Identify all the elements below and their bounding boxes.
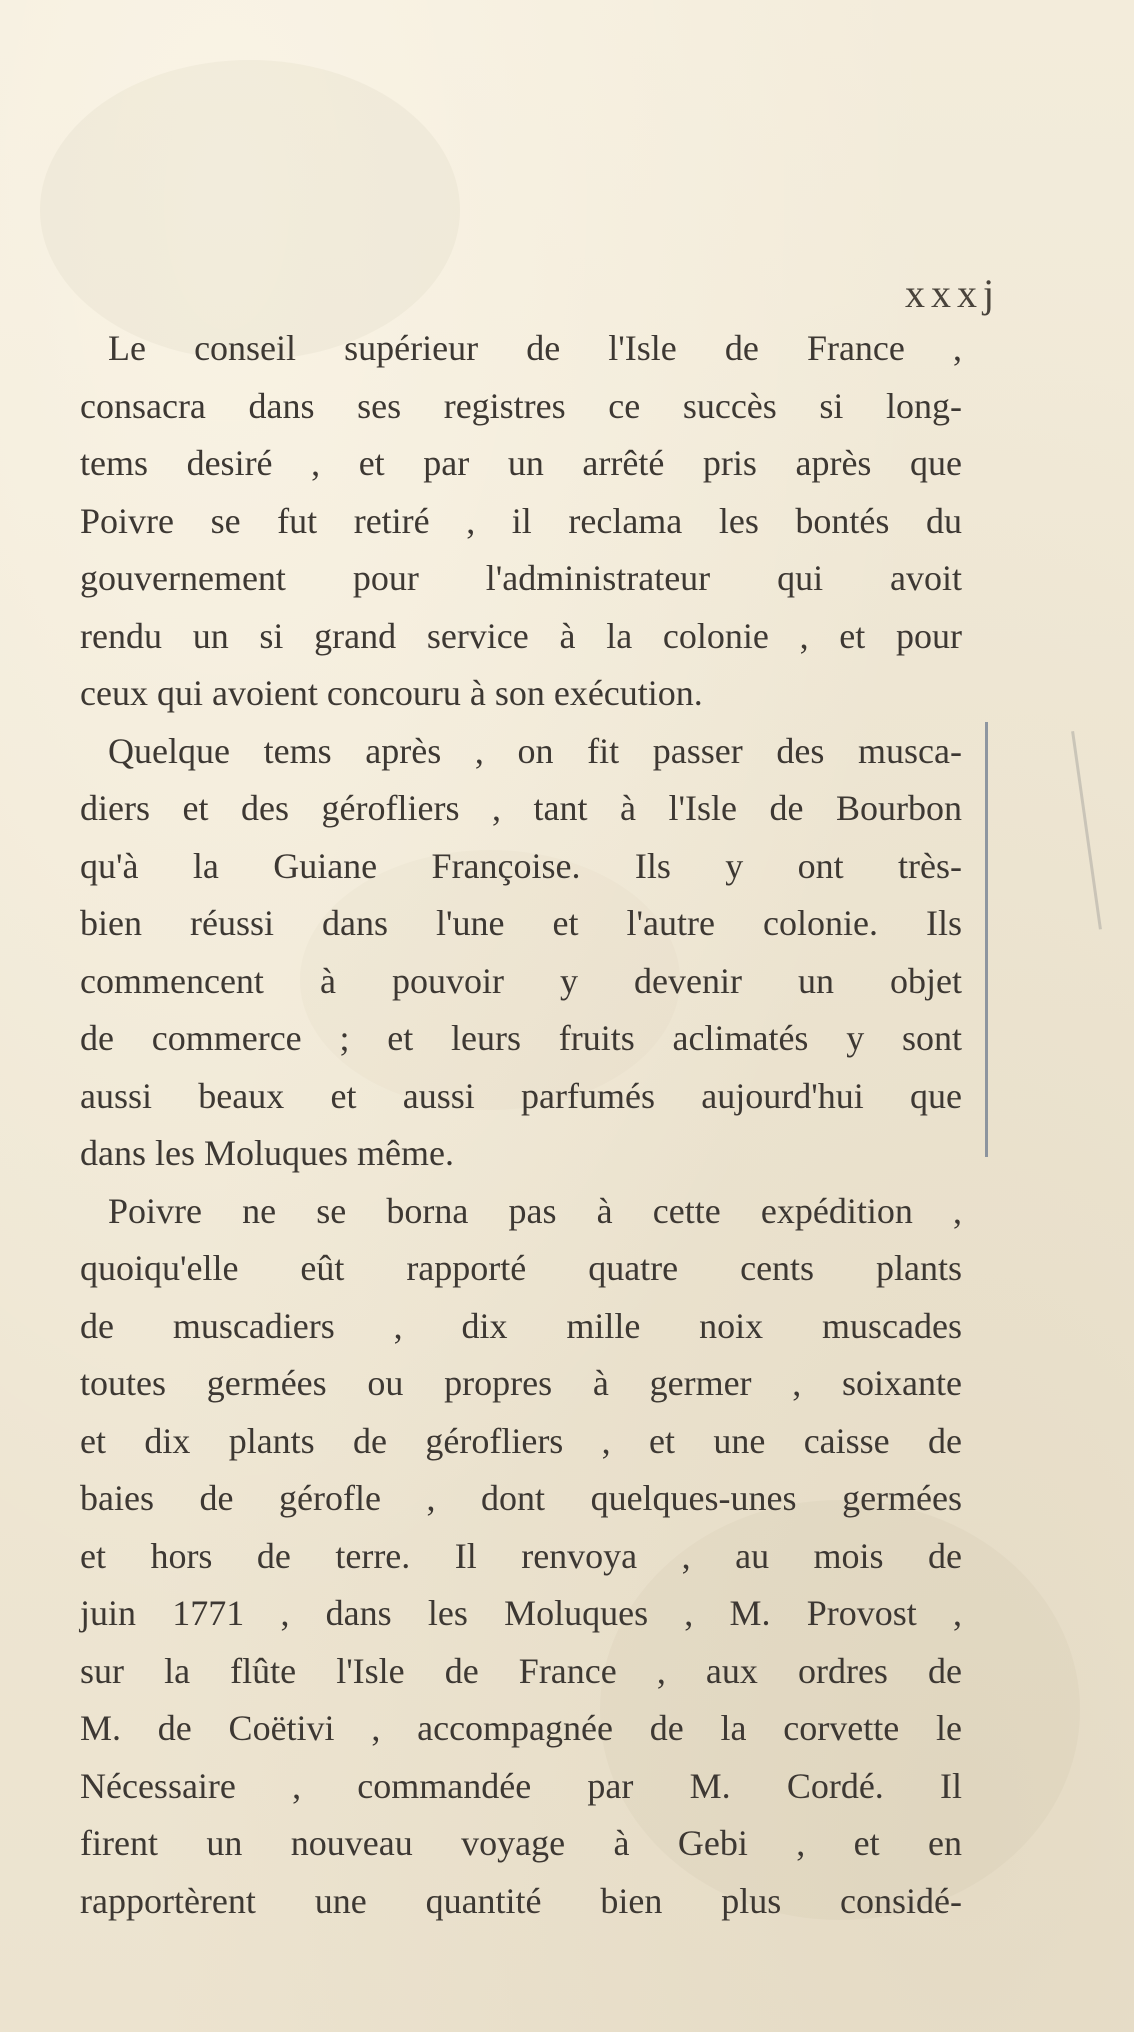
text-line: Nécessaire , commandée par M. Cordé. Il — [80, 1765, 962, 1806]
text-line: aussi beaux et aussi parfumés aujourd'hui que — [80, 1075, 962, 1116]
text-line: juin 1771 , dans les Moluques , M. Provost , — [80, 1593, 962, 1633]
text-line: consacra dans ses registres ce succès si long- — [80, 385, 962, 426]
text-line: Poivre ne se borna pas à cette expédition , — [108, 1190, 962, 1231]
text-line: firent un nouveau voyage à Gebi , et en — [80, 1823, 962, 1863]
text-line: M. de Coëtivi , accompagnée de la corvette le — [80, 1708, 962, 1748]
text-line: qu'à la Guiane Françoise. Ils y ont très- — [80, 845, 962, 886]
text-line: Poivre se fut retiré , il reclama les bontés du — [80, 500, 962, 541]
text-line: toutes germées ou propres à germer , soixante — [80, 1363, 962, 1403]
text-line: rendu un si grand service à la colonie , et pour — [80, 615, 962, 656]
text-line: tems desiré , et par un arrêté pris après que — [80, 443, 962, 483]
page-number: xxxj — [905, 271, 1001, 316]
text-line: Le conseil supérieur de l'Isle de France , — [108, 328, 962, 368]
text-line: et hors de terre. Il renvoya , au mois de — [80, 1535, 962, 1576]
margin-pencil-mark — [985, 722, 994, 1157]
text-line: de muscadiers , dix mille noix muscades — [80, 1305, 962, 1346]
paper-stain — [40, 60, 460, 360]
text-line: et dix plants de gérofliers , et une caisse de — [80, 1420, 962, 1461]
text-line: commencent à pouvoir y devenir un objet — [80, 960, 962, 1001]
text-line: rapportèrent une quantité bien plus considé- — [80, 1880, 962, 1921]
text-line: dans les Moluques même. — [80, 1133, 454, 1173]
text-line: quoiqu'elle eût rapporté quatre cents plants — [80, 1248, 962, 1288]
text-line: sur la flûte l'Isle de France , aux ordres de — [80, 1650, 962, 1691]
text-line: de commerce ; et leurs fruits aclimatés y sont — [80, 1018, 962, 1058]
text-line: ceux qui avoient concouru à son exécution. — [80, 673, 703, 713]
text-line: diers et des gérofliers , tant à l'Isle de Bourbon — [80, 788, 962, 828]
text-line: Quelque tems après , on fit passer des musca- — [108, 730, 962, 771]
body-text — [80, 320, 962, 1930]
text-line: gouvernement pour l'administrateur qui avoit — [80, 558, 962, 598]
margin-faint-mark — [1071, 730, 1106, 929]
text-line: baies de gérofle , dont quelques-unes germées — [80, 1478, 962, 1518]
text-line: bien réussi dans l'une et l'autre colonie. Ils — [80, 903, 962, 943]
